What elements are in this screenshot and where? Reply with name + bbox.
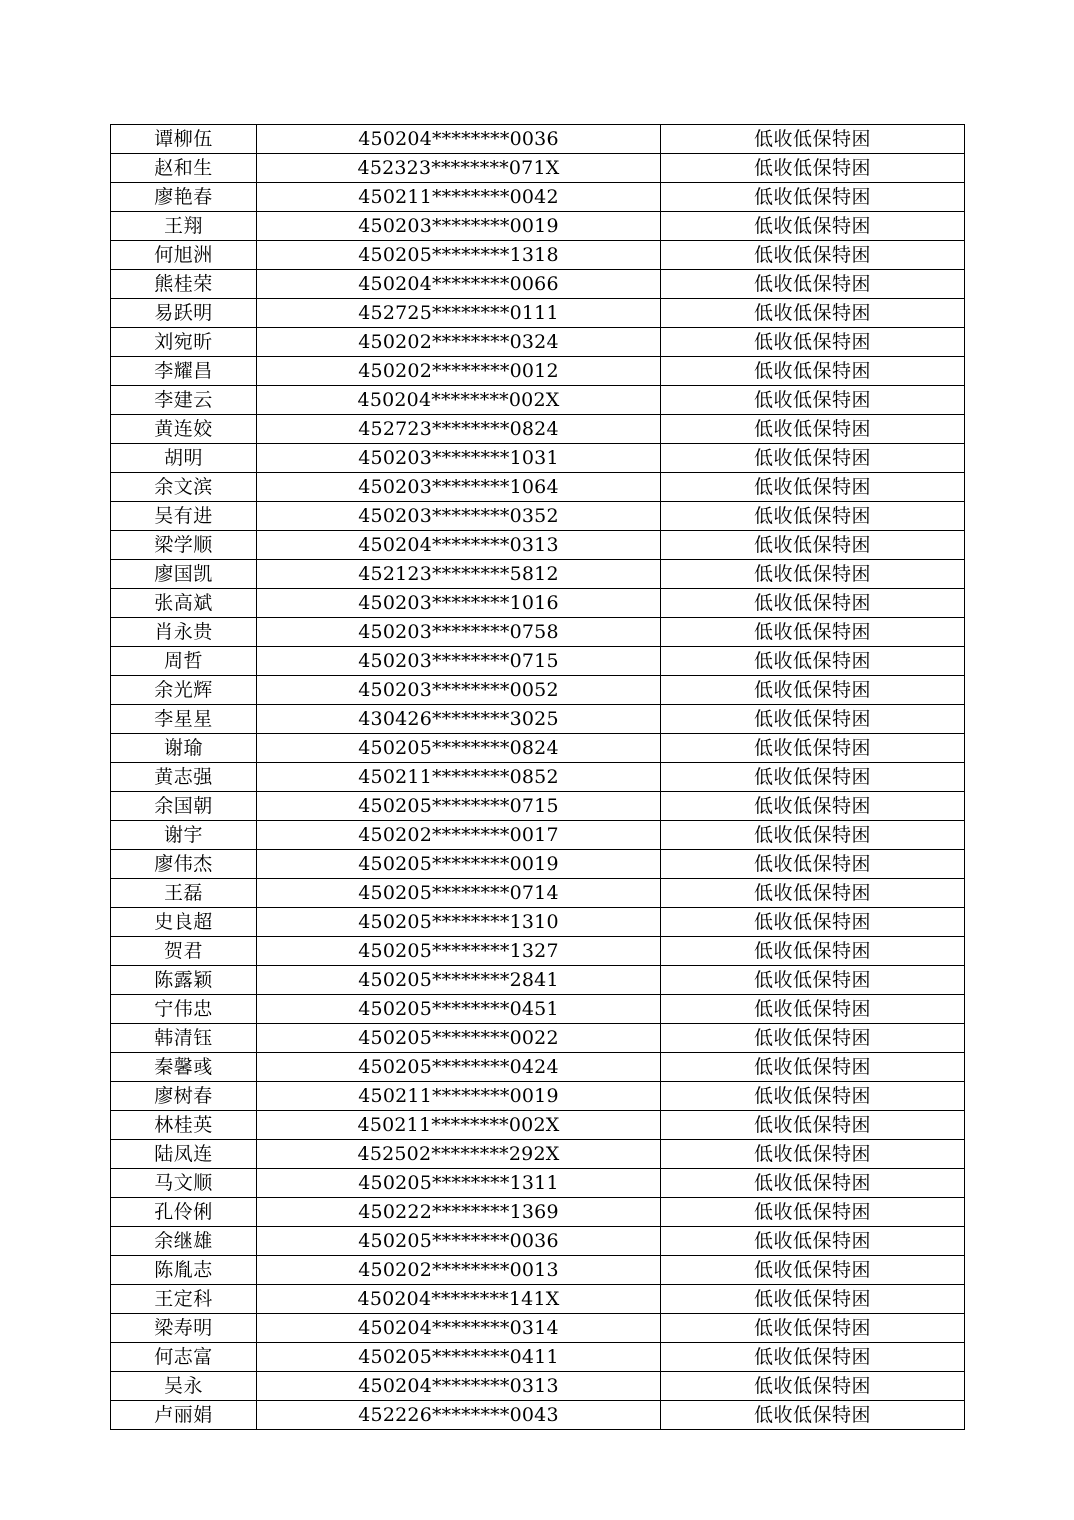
- cell-id-number: 450205********0824: [257, 734, 661, 763]
- cell-id-number: 450205********0451: [257, 995, 661, 1024]
- cell-name: 孔伶俐: [111, 1198, 257, 1227]
- cell-name: 吴永: [111, 1372, 257, 1401]
- cell-name: 吴有进: [111, 502, 257, 531]
- cell-name: 廖树春: [111, 1082, 257, 1111]
- cell-id-number: 450204********002X: [257, 386, 661, 415]
- roster-table-container: [110, 124, 964, 1430]
- cell-category: 低收低保特困: [661, 1314, 965, 1343]
- cell-category: 低收低保特困: [661, 1343, 965, 1372]
- table-row: [111, 154, 965, 183]
- cell-name: 林桂英: [111, 1111, 257, 1140]
- cell-category: 低收低保特困: [661, 531, 965, 560]
- table-row: [111, 1343, 965, 1372]
- cell-category: 低收低保特困: [661, 1111, 965, 1140]
- cell-category: 低收低保特困: [661, 676, 965, 705]
- cell-name: 陈露颖: [111, 966, 257, 995]
- cell-name: 胡明: [111, 444, 257, 473]
- table-row: [111, 386, 965, 415]
- cell-name: 谭柳伍: [111, 125, 257, 154]
- cell-id-number: 450204********0313: [257, 531, 661, 560]
- cell-category: 低收低保特困: [661, 618, 965, 647]
- table-row: [111, 444, 965, 473]
- cell-id-number: 450211********0019: [257, 1082, 661, 1111]
- table-row: [111, 1401, 965, 1430]
- cell-id-number: 430426********3025: [257, 705, 661, 734]
- cell-id-number: 450204********0313: [257, 1372, 661, 1401]
- cell-category: 低收低保特困: [661, 879, 965, 908]
- table-row: [111, 415, 965, 444]
- table-row: [111, 1053, 965, 1082]
- table-row: [111, 560, 965, 589]
- cell-id-number: 450205********1311: [257, 1169, 661, 1198]
- cell-id-number: 450205********0715: [257, 792, 661, 821]
- cell-name: 李星星: [111, 705, 257, 734]
- cell-category: 低收低保特困: [661, 1140, 965, 1169]
- cell-category: 低收低保特困: [661, 154, 965, 183]
- cell-name: 马文顺: [111, 1169, 257, 1198]
- cell-name: 王翔: [111, 212, 257, 241]
- cell-category: 低收低保特困: [661, 1198, 965, 1227]
- cell-category: 低收低保特困: [661, 995, 965, 1024]
- cell-category: 低收低保特困: [661, 1082, 965, 1111]
- cell-category: 低收低保特困: [661, 212, 965, 241]
- cell-id-number: 450203********1064: [257, 473, 661, 502]
- cell-category: 低收低保特困: [661, 589, 965, 618]
- cell-name: 卢丽娟: [111, 1401, 257, 1430]
- cell-category: 低收低保特困: [661, 502, 965, 531]
- cell-id-number: 450202********0324: [257, 328, 661, 357]
- cell-id-number: 450205********1327: [257, 937, 661, 966]
- table-row: [111, 531, 965, 560]
- cell-id-number: 450211********002X: [257, 1111, 661, 1140]
- table-row: [111, 1140, 965, 1169]
- table-row: [111, 850, 965, 879]
- cell-category: 低收低保特困: [661, 386, 965, 415]
- table-row: [111, 328, 965, 357]
- table-row: [111, 1111, 965, 1140]
- cell-id-number: 450203********0758: [257, 618, 661, 647]
- table-row: [111, 734, 965, 763]
- cell-id-number: 450203********1031: [257, 444, 661, 473]
- cell-name: 宁伟忠: [111, 995, 257, 1024]
- cell-id-number: 450204********0036: [257, 125, 661, 154]
- cell-id-number: 450202********0013: [257, 1256, 661, 1285]
- cell-category: 低收低保特困: [661, 1227, 965, 1256]
- cell-id-number: 450205********1318: [257, 241, 661, 270]
- table-row: [111, 502, 965, 531]
- cell-id-number: 452323********071X: [257, 154, 661, 183]
- cell-id-number: 450205********0714: [257, 879, 661, 908]
- cell-id-number: 452123********5812: [257, 560, 661, 589]
- cell-name: 史良超: [111, 908, 257, 937]
- cell-name: 谢瑜: [111, 734, 257, 763]
- cell-id-number: 450204********0066: [257, 270, 661, 299]
- cell-name: 易跃明: [111, 299, 257, 328]
- cell-category: 低收低保特困: [661, 705, 965, 734]
- cell-category: 低收低保特困: [661, 560, 965, 589]
- cell-name: 赵和生: [111, 154, 257, 183]
- cell-category: 低收低保特困: [661, 444, 965, 473]
- table-row: [111, 966, 965, 995]
- table-row: [111, 212, 965, 241]
- cell-name: 熊桂荣: [111, 270, 257, 299]
- cell-category: 低收低保特困: [661, 1169, 965, 1198]
- cell-category: 低收低保特困: [661, 299, 965, 328]
- table-row: [111, 1082, 965, 1111]
- cell-name: 何旭洲: [111, 241, 257, 270]
- cell-category: 低收低保特困: [661, 1024, 965, 1053]
- cell-name: 刘宛昕: [111, 328, 257, 357]
- cell-id-number: 450211********0852: [257, 763, 661, 792]
- table-row: [111, 908, 965, 937]
- cell-name: 韩清钰: [111, 1024, 257, 1053]
- table-row: [111, 705, 965, 734]
- cell-category: 低收低保特困: [661, 473, 965, 502]
- table-row: [111, 241, 965, 270]
- table-row: [111, 473, 965, 502]
- table-row: [111, 763, 965, 792]
- cell-name: 梁学顺: [111, 531, 257, 560]
- cell-category: 低收低保特困: [661, 1053, 965, 1082]
- cell-name: 余国朝: [111, 792, 257, 821]
- cell-id-number: 450203********0715: [257, 647, 661, 676]
- table-row: [111, 1024, 965, 1053]
- cell-name: 谢宇: [111, 821, 257, 850]
- table-row: [111, 270, 965, 299]
- cell-id-number: 450202********0017: [257, 821, 661, 850]
- cell-category: 低收低保特困: [661, 1256, 965, 1285]
- table-row: [111, 937, 965, 966]
- cell-name: 余光辉: [111, 676, 257, 705]
- cell-name: 余文滨: [111, 473, 257, 502]
- table-row: [111, 299, 965, 328]
- cell-category: 低收低保特困: [661, 792, 965, 821]
- cell-category: 低收低保特困: [661, 647, 965, 676]
- cell-id-number: 450205********1310: [257, 908, 661, 937]
- cell-id-number: 450203********0352: [257, 502, 661, 531]
- cell-category: 低收低保特困: [661, 1401, 965, 1430]
- table-row: [111, 357, 965, 386]
- cell-id-number: 450203********0052: [257, 676, 661, 705]
- table-row: [111, 1169, 965, 1198]
- cell-category: 低收低保特困: [661, 1285, 965, 1314]
- cell-id-number: 450203********1016: [257, 589, 661, 618]
- cell-id-number: 450202********0012: [257, 357, 661, 386]
- cell-name: 黄连姣: [111, 415, 257, 444]
- cell-id-number: 452723********0824: [257, 415, 661, 444]
- cell-name: 梁寿明: [111, 1314, 257, 1343]
- table-row: [111, 589, 965, 618]
- table-row: [111, 995, 965, 1024]
- cell-name: 周哲: [111, 647, 257, 676]
- table-row: [111, 1256, 965, 1285]
- cell-name: 余继雄: [111, 1227, 257, 1256]
- cell-name: 廖艳春: [111, 183, 257, 212]
- beneficiary-roster-table: [110, 124, 965, 1430]
- cell-id-number: 450205********0036: [257, 1227, 661, 1256]
- cell-name: 王定科: [111, 1285, 257, 1314]
- cell-id-number: 450205********0022: [257, 1024, 661, 1053]
- cell-id-number: 452725********0111: [257, 299, 661, 328]
- cell-name: 李建云: [111, 386, 257, 415]
- table-row: [111, 676, 965, 705]
- cell-id-number: 450222********1369: [257, 1198, 661, 1227]
- cell-id-number: 450211********0042: [257, 183, 661, 212]
- cell-category: 低收低保特困: [661, 966, 965, 995]
- cell-category: 低收低保特困: [661, 357, 965, 386]
- cell-category: 低收低保特困: [661, 937, 965, 966]
- cell-name: 陆凤连: [111, 1140, 257, 1169]
- cell-id-number: 450205********0411: [257, 1343, 661, 1372]
- cell-category: 低收低保特困: [661, 328, 965, 357]
- cell-id-number: 452502********292X: [257, 1140, 661, 1169]
- cell-id-number: 450203********0019: [257, 212, 661, 241]
- cell-category: 低收低保特困: [661, 908, 965, 937]
- cell-id-number: 450204********141X: [257, 1285, 661, 1314]
- table-row: [111, 1314, 965, 1343]
- cell-category: 低收低保特困: [661, 821, 965, 850]
- cell-category: 低收低保特困: [661, 415, 965, 444]
- table-row: [111, 1198, 965, 1227]
- table-row: [111, 879, 965, 908]
- cell-id-number: 452226********0043: [257, 1401, 661, 1430]
- cell-category: 低收低保特困: [661, 125, 965, 154]
- cell-name: 王磊: [111, 879, 257, 908]
- table-row: [111, 1227, 965, 1256]
- cell-category: 低收低保特困: [661, 241, 965, 270]
- table-row: [111, 647, 965, 676]
- table-row: [111, 1372, 965, 1401]
- cell-category: 低收低保特困: [661, 850, 965, 879]
- table-row: [111, 821, 965, 850]
- cell-id-number: 450205********0019: [257, 850, 661, 879]
- roster-table-body: [111, 125, 965, 1430]
- cell-name: 秦馨彧: [111, 1053, 257, 1082]
- cell-name: 贺君: [111, 937, 257, 966]
- cell-name: 肖永贵: [111, 618, 257, 647]
- cell-name: 李耀昌: [111, 357, 257, 386]
- cell-id-number: 450205********2841: [257, 966, 661, 995]
- cell-name: 黄志强: [111, 763, 257, 792]
- cell-name: 张高斌: [111, 589, 257, 618]
- cell-category: 低收低保特困: [661, 270, 965, 299]
- cell-name: 何志富: [111, 1343, 257, 1372]
- cell-id-number: 450205********0424: [257, 1053, 661, 1082]
- table-row: [111, 618, 965, 647]
- cell-category: 低收低保特困: [661, 734, 965, 763]
- cell-id-number: 450204********0314: [257, 1314, 661, 1343]
- cell-category: 低收低保特困: [661, 183, 965, 212]
- cell-category: 低收低保特困: [661, 1372, 965, 1401]
- cell-category: 低收低保特困: [661, 763, 965, 792]
- cell-name: 廖国凯: [111, 560, 257, 589]
- table-row: [111, 1285, 965, 1314]
- cell-name: 陈胤志: [111, 1256, 257, 1285]
- cell-name: 廖伟杰: [111, 850, 257, 879]
- table-row: [111, 125, 965, 154]
- table-row: [111, 183, 965, 212]
- table-row: [111, 792, 965, 821]
